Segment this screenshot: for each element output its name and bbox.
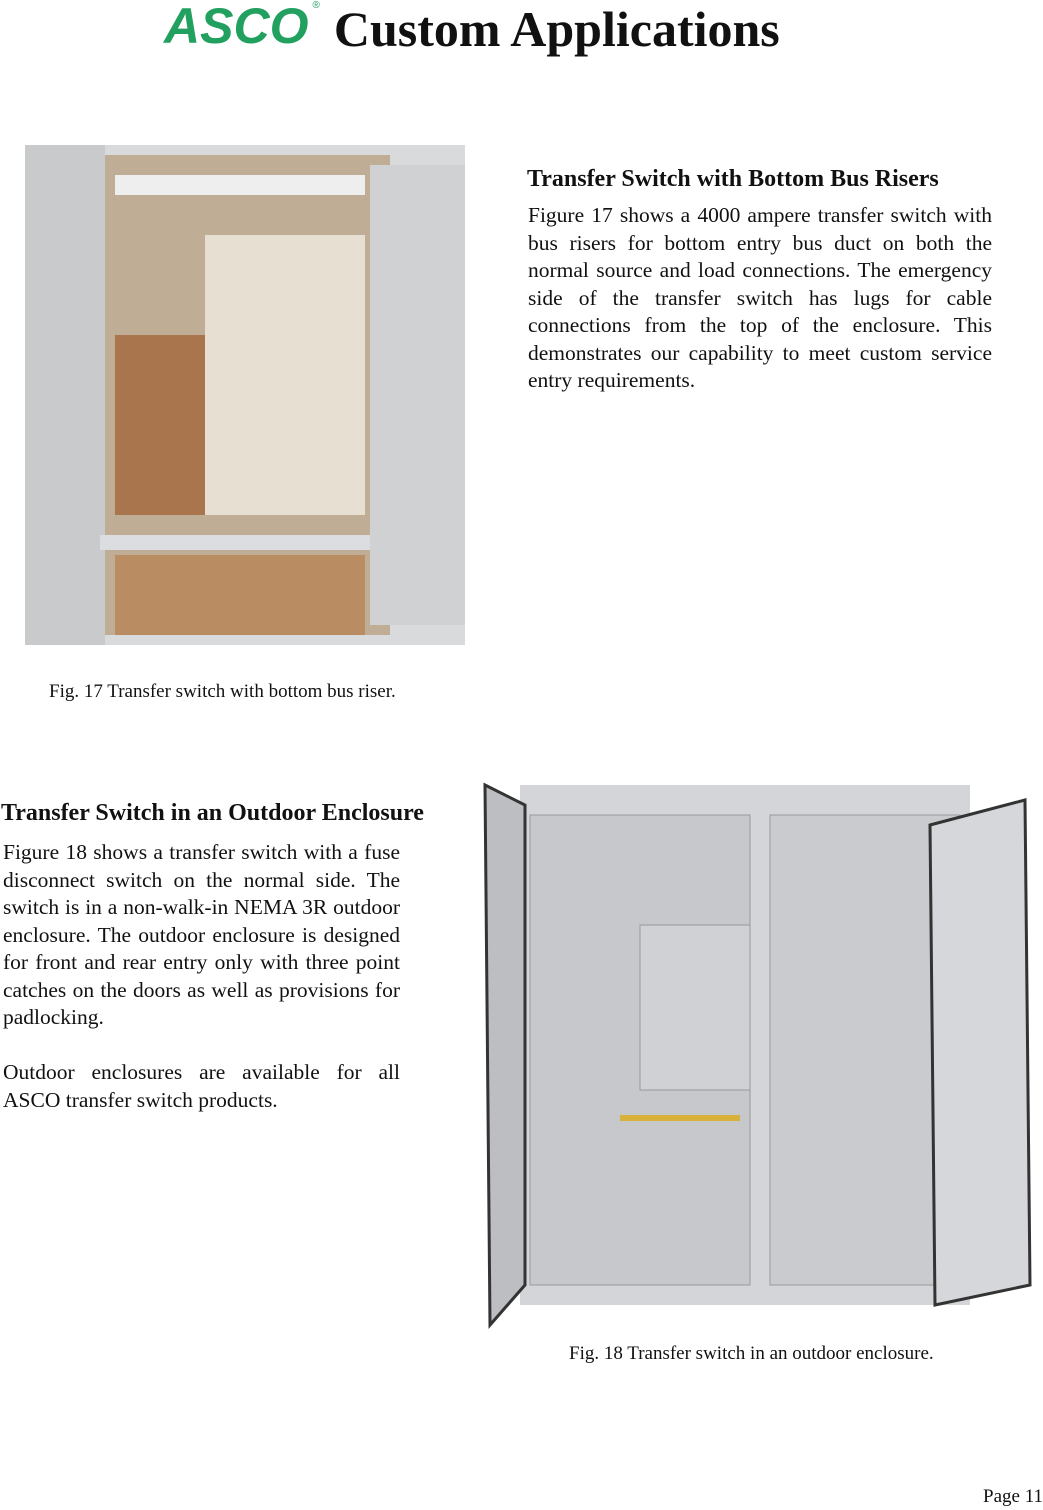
- figure-17-caption: Fig. 17 Transfer switch with bottom bus riser.: [49, 681, 396, 702]
- section-body-outdoor-enclosure: Figure 18 shows a transfer switch with a fuse disconnect switch on the normal side. The switch is in a non-walk-in NEMA 3R outdoor enclosure. The outdoor enclosure is designed for front and rear entry only with three point catches on the doors as well as provisions for padlocking.: [3, 840, 400, 1029]
- section-body-bus-risers: Figure 17 shows a 4000 ampere transfer switch with bus risers for bottom entry bus duct on both the normal source and load connections. The emergency side of the transfer switch has lugs for cable connections from the top of the enclosure. This demonstrates our capability to meet custom service entry requirements.: [528, 203, 992, 392]
- section-text-outdoor-enclosure: [3, 839, 400, 1114]
- registered-mark: ®: [312, 0, 320, 11]
- page-header: [164, 0, 780, 58]
- page-title: Custom Applications: [333, 1, 780, 57]
- section-text-bus-risers: [528, 202, 992, 395]
- page-number: Page 11: [983, 1486, 1043, 1507]
- section-heading-bus-risers: Transfer Switch with Bottom Bus Risers: [527, 166, 939, 192]
- figure-17-photo: [5, 135, 475, 655]
- asco-logo: ASCO: [164, 0, 309, 54]
- figure-18-photo: [480, 775, 1040, 1335]
- section-body-outdoor-availability: Outdoor enclosures are available for all ASCO transfer switch products.: [3, 1060, 400, 1112]
- figure-18-caption: Fig. 18 Transfer switch in an outdoor enclosure.: [569, 1343, 934, 1364]
- section-heading-outdoor-enclosure: Transfer Switch in an Outdoor Enclosure: [1, 800, 424, 826]
